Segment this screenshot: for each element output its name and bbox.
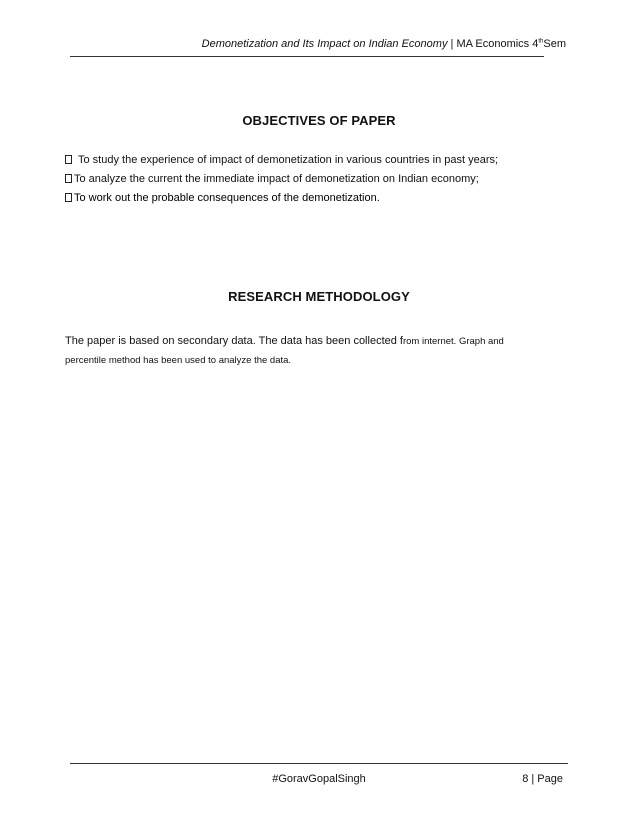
header-separator: | (447, 38, 457, 50)
list-item-text: To analyze the current the immediate impact of demonetization on Indian economy; (74, 173, 479, 185)
header-divider (70, 56, 544, 57)
objectives-list (65, 151, 545, 208)
list-item-text: To work out the probable consequences of the demonetization. (74, 192, 380, 204)
bullet-box-icon (65, 193, 72, 202)
objectives-heading: OBJECTIVES OF PAPER (242, 113, 396, 128)
page-header (70, 37, 566, 51)
footer-hashtag: #GoravGopalSingh (272, 773, 366, 785)
page-number: 8 (522, 773, 529, 785)
course-superscript: th (538, 38, 544, 45)
methodology-text-main: The paper is based on secondary data. The data has been collected f (65, 335, 403, 347)
document-title: Demonetization and Its Impact on Indian Economy (201, 38, 448, 50)
list-item (65, 151, 545, 170)
bullet-box-icon (65, 155, 72, 164)
bullet-box-icon (65, 174, 72, 183)
course-suffix: Sem (543, 38, 566, 50)
methodology-text-small: rom internet. Graph and percentile method has been used to analyze the data. (65, 336, 504, 366)
methodology-paragraph (65, 332, 545, 370)
list-item-text: To study the experience of impact of demonetization in various countries in past years; (78, 154, 499, 166)
methodology-heading: RESEARCH METHODOLOGY (228, 289, 410, 304)
footer-divider (70, 763, 568, 764)
page-word: Page (537, 773, 563, 785)
course-name: MA Economics 4 (456, 38, 539, 50)
list-item (65, 189, 545, 208)
list-item (65, 170, 545, 189)
page-number-label (522, 773, 563, 785)
page-separator: | (528, 773, 538, 785)
